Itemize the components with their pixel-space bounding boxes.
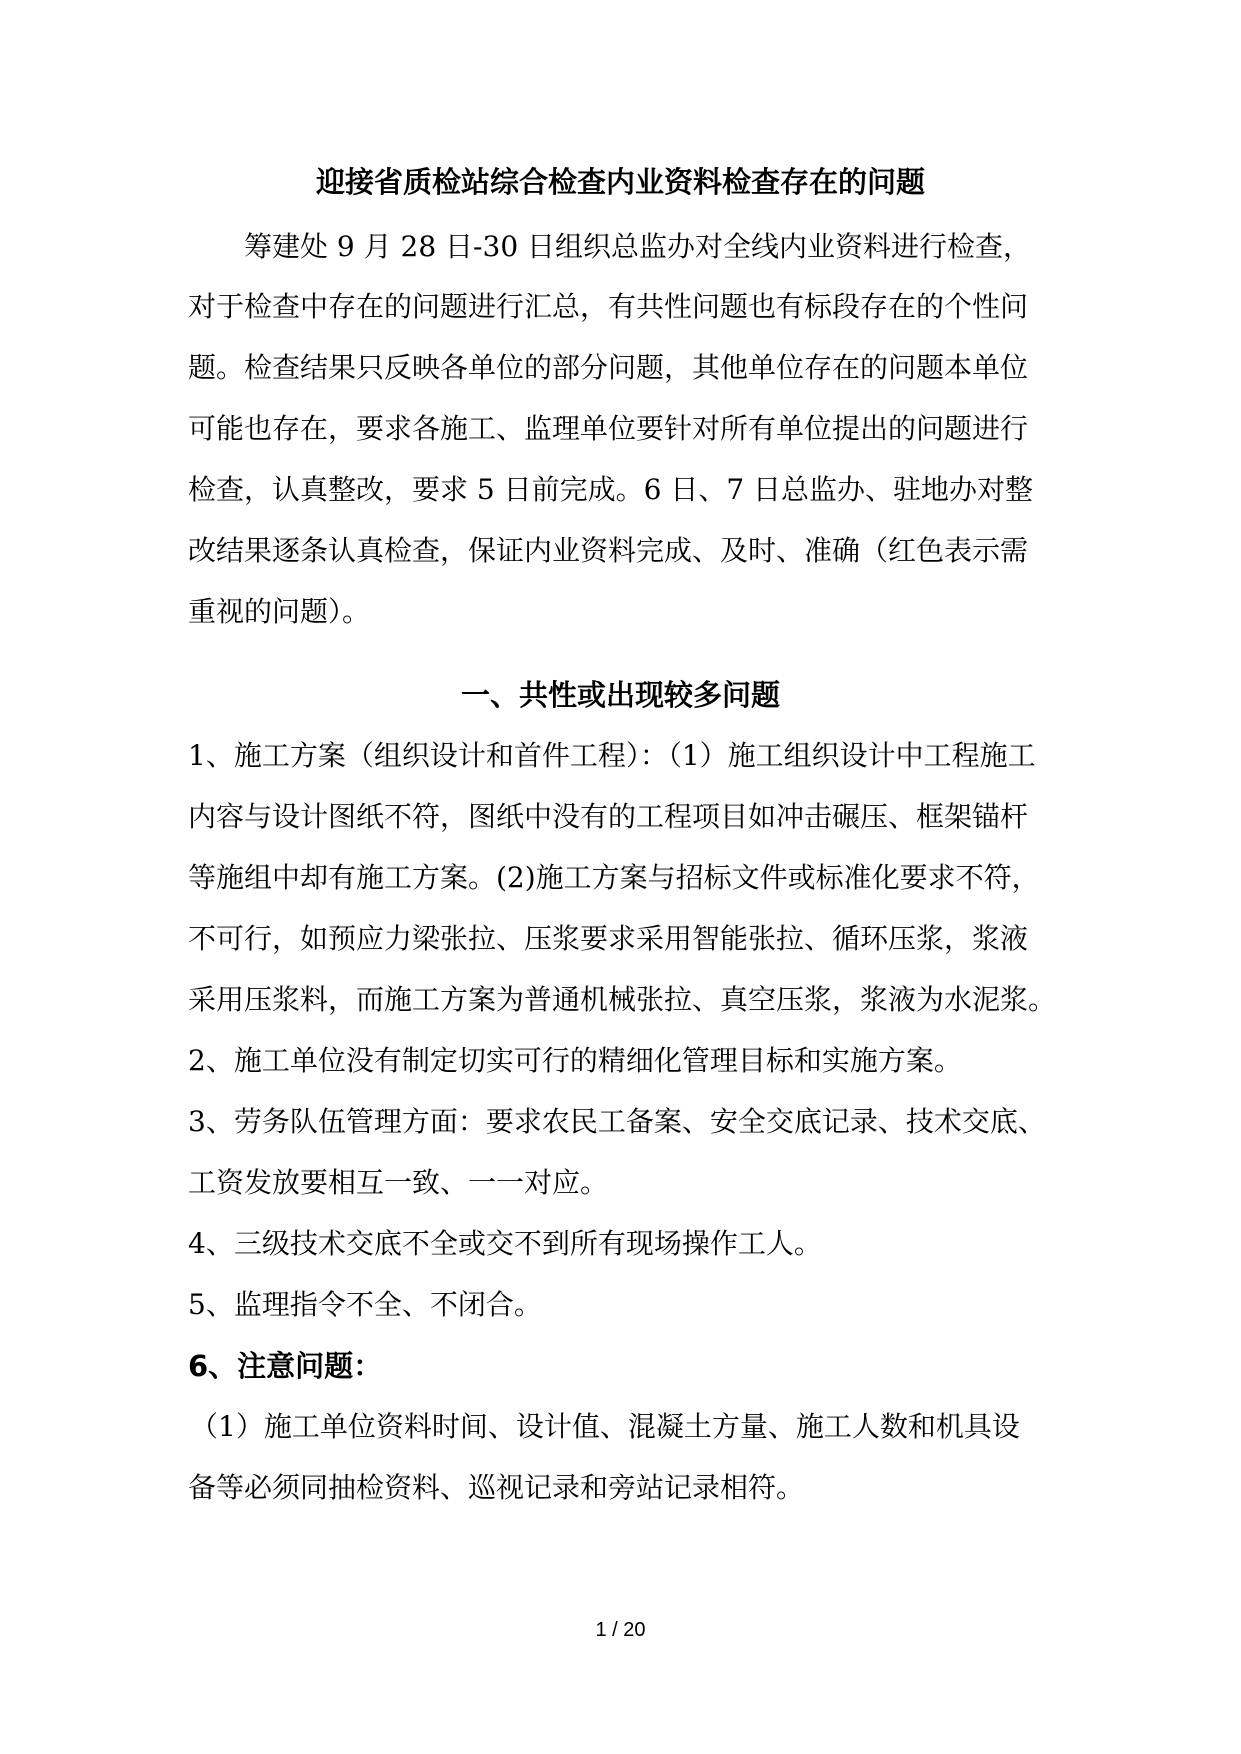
item-6-line-1: （1）施工单位资料时间、设计值、混凝土方量、施工人数和机具设 xyxy=(190,1410,1020,1443)
intro-line-6: 改结果逐条认真检查，保证内业资料完成、及时、准确（红色表示需 xyxy=(188,534,1029,567)
item-line-9: 4、三级技术交底不全或交不到所有现场操作工人。 xyxy=(188,1227,822,1260)
item-line-3: 等施组中却有施工方案。(2)施工方案与招标文件或标准化要求不符， xyxy=(188,861,1040,894)
item-line-5: 采用压浆料，而施工方案为普通机械张拉、真空压浆，浆液为水泥浆。 xyxy=(188,983,1057,1016)
item-line-8: 工资发放要相互一致、一一对应。 xyxy=(188,1166,609,1199)
intro-line-3: 题。检查结果只反映各单位的部分问题，其他单位存在的问题本单位 xyxy=(188,351,1029,384)
item-6-heading: 6、注意问题： xyxy=(188,1349,383,1383)
item-line-2: 内容与设计图纸不符，图纸中没有的工程项目如冲击碾压、框架锚杆 xyxy=(188,800,1029,833)
item-line-4: 不可行，如预应力梁张拉、压浆要求采用智能张拉、循环压浆，浆液 xyxy=(188,922,1029,955)
section-heading: 一、共性或出现较多问题 xyxy=(460,678,780,712)
item-line-7: 3、劳务队伍管理方面：要求农民工备案、安全交底记录、技术交底、 xyxy=(188,1105,1046,1138)
item-line-6: 2、施工单位没有制定切实可行的精细化管理目标和实施方案。 xyxy=(188,1044,962,1077)
intro-line-7: 重视的问题）。 xyxy=(188,595,371,628)
page-title: 迎接省质检站综合检查内业资料检查存在的问题 xyxy=(315,165,925,199)
item-line-10: 5、监理指令不全、不闭合。 xyxy=(188,1288,542,1321)
page-number: 1 / 20 xyxy=(595,1619,646,1641)
intro-line-4: 可能也存在，要求各施工、监理单位要针对所有单位提出的问题进行 xyxy=(188,412,1029,445)
intro-line-5: 检查，认真整改，要求 5 日前完成。6 日、7 日总监办、驻地办对整 xyxy=(188,473,1034,506)
item-line-1: 1、施工方案（组织设计和首件工程）：（1）施工组织设计中工程施工 xyxy=(188,739,1036,772)
item-6-line-2: 备等必须同抽检资料、巡视记录和旁站记录相符。 xyxy=(188,1471,805,1504)
intro-line-1: 筹建处 9 月 28 日-30 日组织总监办对全线内业资料进行检查， xyxy=(244,230,1032,263)
intro-line-2: 对于检查中存在的问题进行汇总，有共性问题也有标段存在的个性问 xyxy=(188,290,1029,323)
